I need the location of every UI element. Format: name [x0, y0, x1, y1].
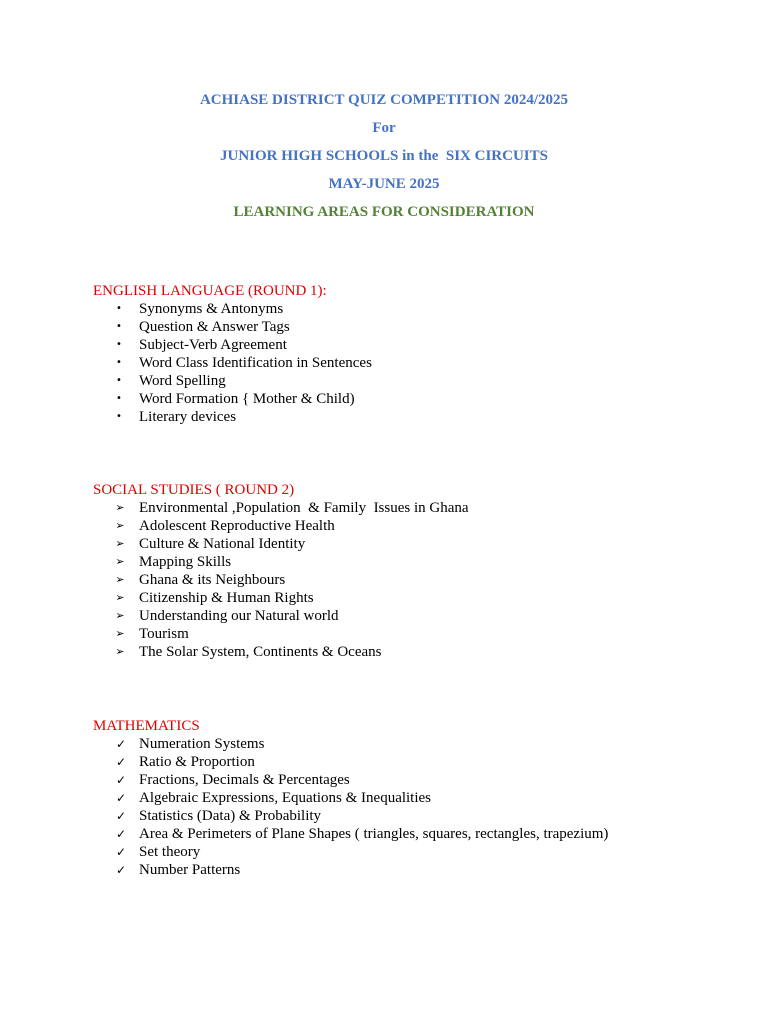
arrow-bullet-icon: ➢ — [115, 609, 125, 622]
list-item-text: Understanding our Natural world — [139, 608, 339, 624]
header-date: MAY-JUNE 2025 — [328, 176, 440, 192]
list-item-text: Environmental ,Population & Family Issues in Ghana — [139, 500, 469, 516]
checkmark-icon: ✓ — [115, 827, 127, 841]
list-item-text: Area & Perimeters of Plane Shapes ( triangles, squares, rectangles, trapezium) — [139, 826, 609, 842]
header-learning-areas: LEARNING AREAS FOR CONSIDERATION — [233, 204, 535, 220]
list-item-text: Word Formation { Mother & Child) — [139, 391, 355, 407]
list-item-text: Numeration Systems — [139, 736, 265, 752]
list-item-text: Statistics (Data) & Probability — [139, 808, 322, 824]
social-studies-section-title: SOCIAL STUDIES ( ROUND 2) — [93, 482, 295, 498]
list-item — [93, 807, 733, 825]
arrow-bullet-icon: ➢ — [115, 519, 125, 532]
list-item-text: Ghana & its Neighbours — [139, 572, 286, 588]
list-item — [93, 499, 733, 517]
list-item — [93, 318, 733, 336]
list-item — [93, 390, 733, 408]
mathematics-topic-list — [93, 735, 733, 879]
arrow-bullet-icon: ➢ — [115, 591, 125, 604]
list-item — [93, 300, 733, 318]
arrow-bullet-icon: ➢ — [115, 627, 125, 640]
list-item — [93, 372, 733, 390]
list-item-text: Word Spelling — [139, 373, 226, 389]
list-item-text: The Solar System, Continents & Oceans — [139, 644, 382, 660]
arrow-bullet-icon: ➢ — [115, 537, 125, 550]
arrow-bullet-icon: ➢ — [115, 501, 125, 514]
checkmark-icon: ✓ — [115, 791, 127, 805]
list-item — [93, 825, 733, 843]
list-item-text: Question & Answer Tags — [139, 319, 290, 335]
header-for: For — [372, 120, 396, 136]
checkmark-icon: ✓ — [115, 773, 127, 787]
social-studies-topic-list — [93, 499, 733, 661]
list-item — [93, 607, 733, 625]
bullet-icon: • — [116, 303, 122, 314]
arrow-bullet-icon: ➢ — [115, 645, 125, 658]
list-item — [93, 843, 733, 861]
checkmark-icon: ✓ — [115, 845, 127, 859]
list-item-text: Fractions, Decimals & Percentages — [139, 772, 350, 788]
list-item — [93, 771, 733, 789]
list-item — [93, 789, 733, 807]
bullet-icon: • — [116, 393, 122, 404]
list-item-text: Citizenship & Human Rights — [139, 590, 314, 606]
list-item-text: Synonyms & Antonyms — [139, 301, 284, 317]
list-item-text: Mapping Skills — [139, 554, 232, 570]
list-item — [93, 336, 733, 354]
list-item — [93, 589, 733, 607]
checkmark-icon: ✓ — [115, 755, 127, 769]
english-section — [93, 282, 733, 426]
checkmark-icon: ✓ — [115, 809, 127, 823]
list-item — [93, 571, 733, 589]
list-item — [93, 408, 733, 426]
list-item-text: Subject-Verb Agreement — [139, 337, 287, 353]
list-item-text: Set theory — [139, 844, 201, 860]
bullet-icon: • — [116, 321, 122, 332]
list-item — [93, 535, 733, 553]
english-topic-list — [93, 300, 733, 426]
list-item-text: Literary devices — [139, 409, 237, 425]
list-item-text: Word Class Identification in Sentences — [139, 355, 372, 371]
bullet-icon: • — [116, 375, 122, 386]
checkmark-icon: ✓ — [115, 737, 127, 751]
list-item-text: Adolescent Reproductive Health — [139, 518, 335, 534]
list-item — [93, 517, 733, 535]
list-item — [93, 861, 733, 879]
english-section-title: ENGLISH LANGUAGE (ROUND 1): — [93, 283, 327, 299]
list-item — [93, 753, 733, 771]
list-item-text: Ratio & Proportion — [139, 754, 255, 770]
list-item-text: Tourism — [139, 626, 189, 642]
list-item — [93, 354, 733, 372]
list-item-text: Number Patterns — [139, 862, 241, 878]
bullet-icon: • — [116, 357, 122, 368]
mathematics-section-title: MATHEMATICS — [93, 718, 200, 734]
arrow-bullet-icon: ➢ — [115, 555, 125, 568]
list-item — [93, 643, 733, 661]
header-audience: JUNIOR HIGH SCHOOLS in the SIX CIRCUITS — [220, 148, 548, 164]
list-item — [93, 625, 733, 643]
arrow-bullet-icon: ➢ — [115, 573, 125, 586]
bullet-icon: • — [116, 339, 122, 350]
list-item-text: Algebraic Expressions, Equations & Inequalities — [139, 790, 432, 806]
mathematics-section — [93, 717, 733, 879]
bullet-icon: • — [116, 411, 122, 422]
social-studies-section — [93, 481, 733, 661]
checkmark-icon: ✓ — [115, 863, 127, 877]
list-item-text: Culture & National Identity — [139, 536, 306, 552]
competition-title: ACHIASE DISTRICT QUIZ COMPETITION 2024/2025 — [199, 92, 569, 108]
document-header — [0, 86, 768, 226]
list-item — [93, 735, 733, 753]
list-item — [93, 553, 733, 571]
